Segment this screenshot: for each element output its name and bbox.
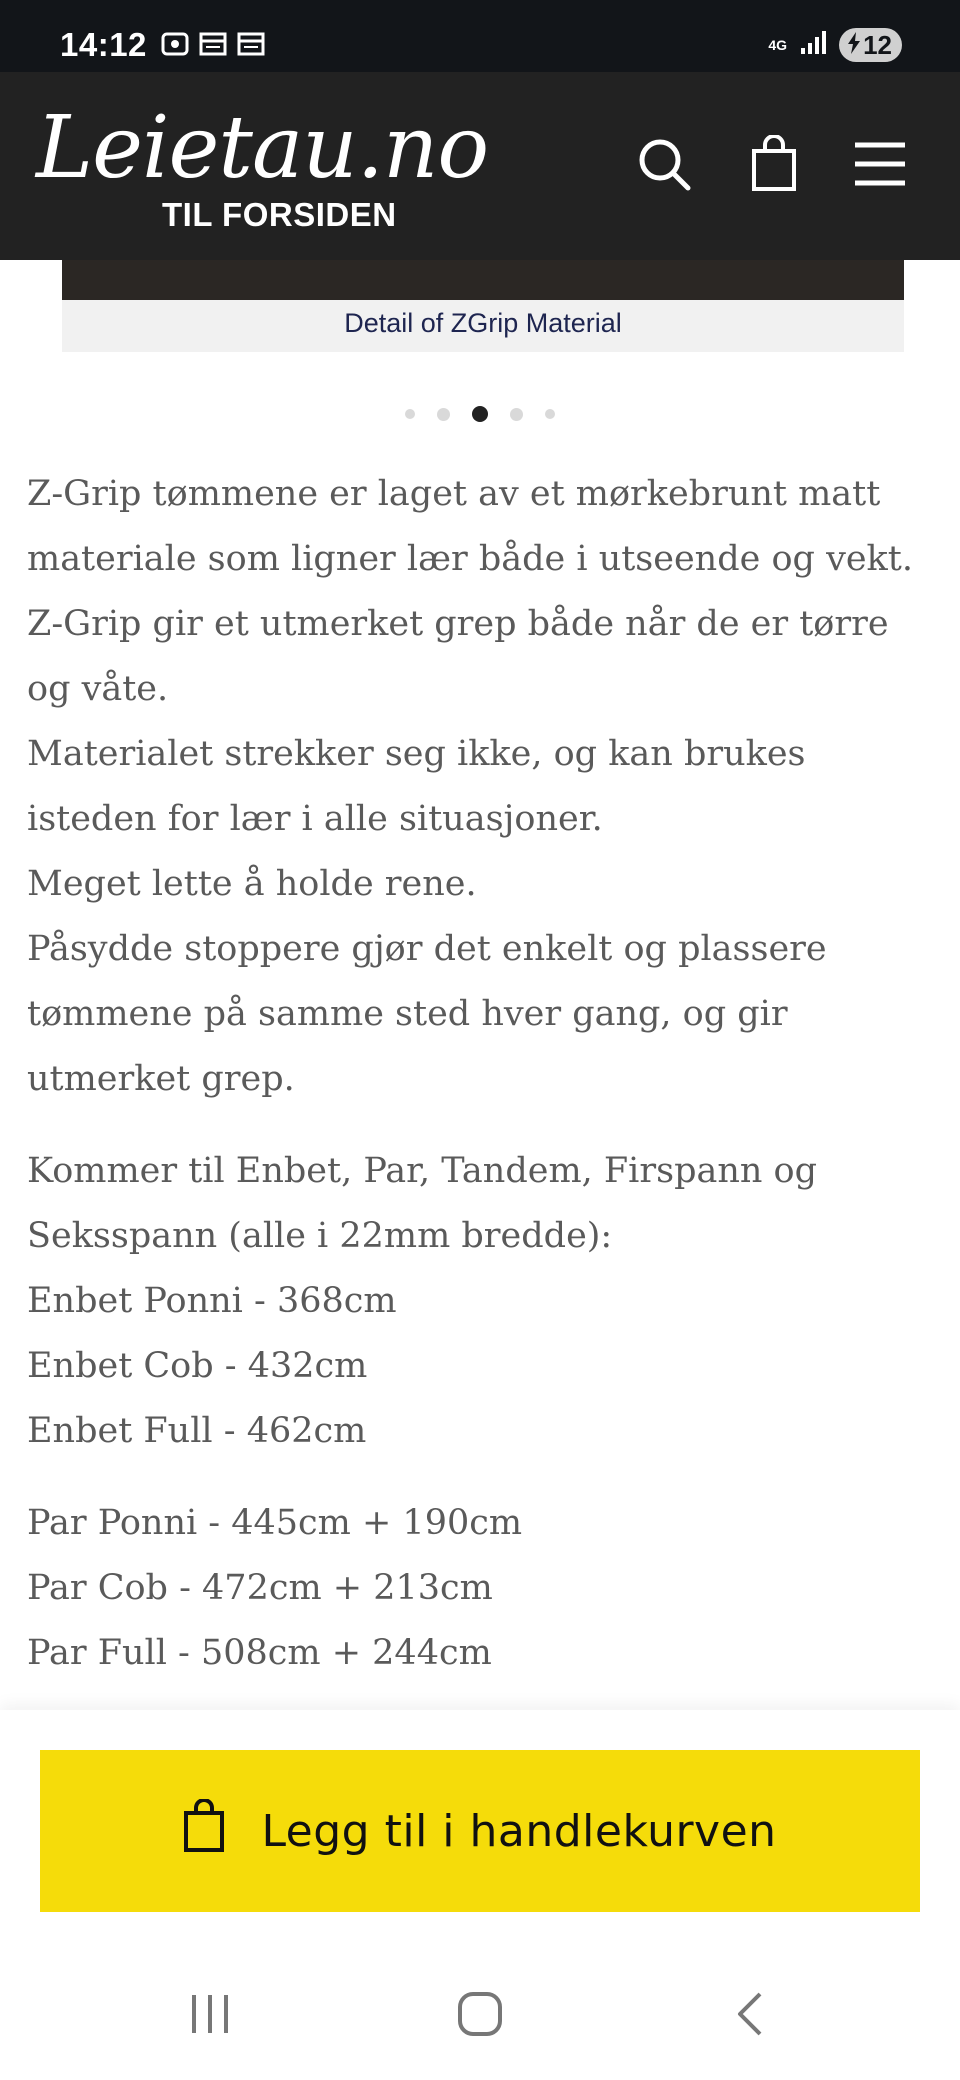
add-to-cart-label: Legg til i handlekurven (261, 1805, 777, 1857)
calendar-icon (198, 30, 228, 58)
search-icon (636, 136, 692, 196)
material-photo (62, 260, 904, 300)
battery-charging-icon (847, 30, 861, 61)
add-to-cart-button[interactable] (40, 1750, 920, 1912)
signal-icon (799, 30, 827, 61)
size-item: Enbet Cob - 432cm (27, 1346, 368, 1386)
cart-button[interactable] (742, 134, 806, 198)
search-button[interactable] (632, 134, 696, 198)
description-line: Meget lette å holde rene. (27, 864, 477, 904)
add-to-cart-bar (0, 1710, 960, 1946)
status-bar (0, 0, 960, 72)
size-list-single (27, 1139, 937, 1464)
home-icon (457, 1991, 503, 2041)
back-button[interactable] (710, 1988, 790, 2044)
size-item: Enbet Full - 462cm (27, 1411, 367, 1451)
system-status (768, 28, 902, 62)
size-item: Par Full - 508cm + 244cm (27, 1633, 492, 1673)
size-item: Par Ponni - 445cm + 190cm (27, 1503, 523, 1543)
home-button[interactable] (440, 1988, 520, 2044)
screenshot-icon (160, 30, 190, 58)
gallery-pagination (0, 406, 960, 422)
shopping-bag-icon (183, 1799, 225, 1864)
menu-button[interactable] (848, 134, 912, 198)
gallery-dot[interactable] (545, 409, 555, 419)
back-icon (734, 1991, 766, 2041)
description-block (27, 462, 937, 1112)
network-type: 4G (768, 37, 788, 53)
size-list-pair (27, 1491, 937, 1686)
description-line: Z-Grip tømmene er laget av et mørkebrunt matt materiale som ligner lær både i utseende og vekt. (27, 474, 913, 579)
shopping-bag-icon (750, 135, 798, 197)
size-item: Enbet Ponni - 368cm (27, 1281, 397, 1321)
gallery-dot-active[interactable] (472, 406, 488, 422)
size-item: Par Cob - 472cm + 213cm (27, 1568, 493, 1608)
battery-level: 12 (863, 29, 892, 60)
gallery-dot[interactable] (437, 408, 450, 421)
description-line: Z-Grip gir et utmerket grep både når de er tørre og våte. (27, 604, 889, 709)
status-time: 14:12 (60, 26, 147, 63)
site-header (0, 72, 960, 260)
logo-script: Leietau.no (36, 98, 489, 198)
calendar-icon (236, 30, 266, 58)
battery-indicator (839, 28, 902, 62)
menu-icon (853, 141, 907, 191)
notification-icons (160, 30, 266, 58)
logo-home-link[interactable]: TIL FORSIDEN (162, 196, 397, 233)
product-image[interactable] (62, 260, 904, 352)
recent-apps-icon (188, 1993, 232, 2039)
description-line: Kommer til Enbet, Par, Tandem, Firspann og Seksspann (alle i 22mm bredde): (27, 1151, 818, 1256)
image-caption: Detail of ZGrip Material (344, 308, 622, 338)
site-logo[interactable] (36, 98, 506, 248)
system-nav-bar (0, 1946, 960, 2080)
recent-apps-button[interactable] (170, 1988, 250, 2044)
product-description (27, 462, 937, 1713)
gallery-dot[interactable] (405, 409, 415, 419)
gallery-dot[interactable] (510, 408, 523, 421)
description-line: Materialet strekker seg ikke, og kan brukes isteden for lær i alle situasjoner. (27, 734, 806, 839)
description-line: Påsydde stoppere gjør det enkelt og plassere tømmene på samme sted hver gang, og gir utmerket grep. (27, 929, 827, 1099)
